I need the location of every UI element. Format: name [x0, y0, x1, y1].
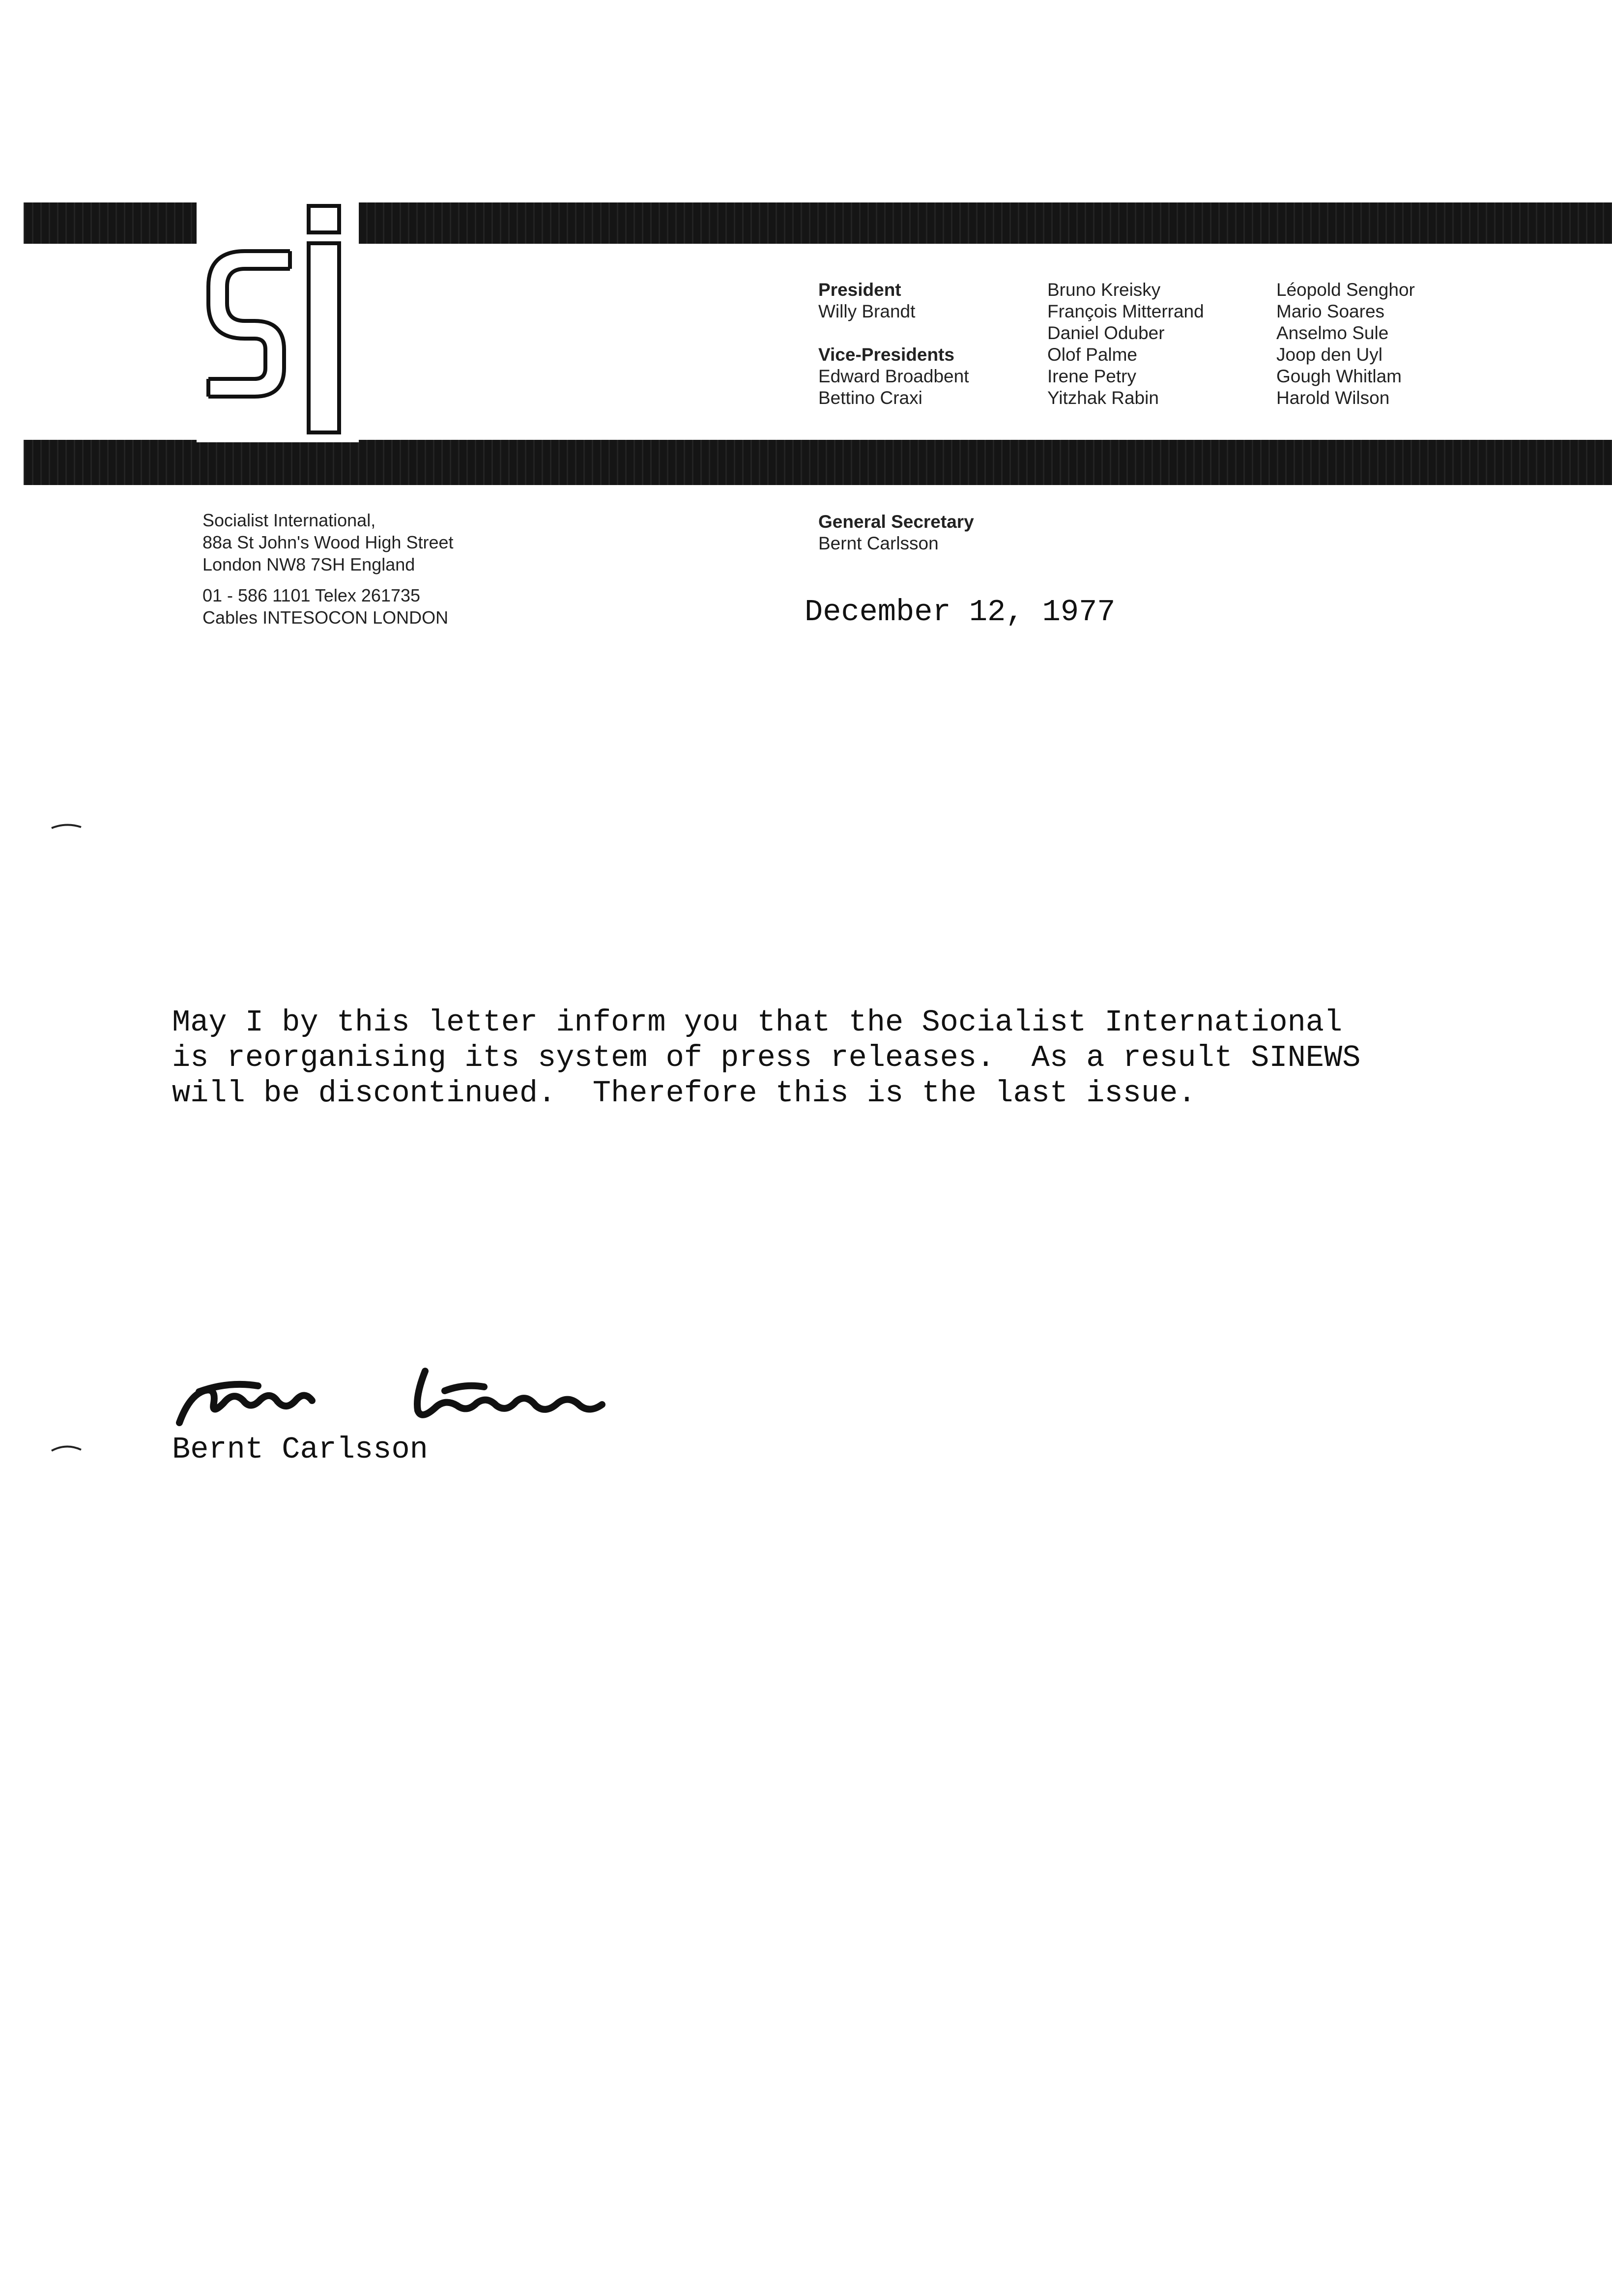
- phone-telex: 01 - 586 1101 Telex 261735: [202, 585, 421, 605]
- vice-president-name: Edward Broadbent: [818, 366, 969, 386]
- president-name: Willy Brandt: [818, 301, 916, 321]
- handwritten-signature: [170, 1356, 632, 1435]
- margin-mark: [49, 818, 84, 833]
- vice-president-name: Olof Palme: [1047, 344, 1138, 365]
- body-line: May I by this letter inform you that the Socialist International: [172, 1005, 1343, 1040]
- general-secretary-label: General Secretary: [818, 512, 974, 532]
- address-line: 88a St John's Wood High Street: [202, 532, 454, 552]
- vice-presidents-label: Vice-Presidents: [818, 344, 954, 365]
- address-line: Socialist International,: [202, 510, 376, 530]
- vice-president-name: Léopold Senghor: [1276, 280, 1415, 300]
- cables-address: Cables INTESOCON LONDON: [202, 607, 449, 628]
- vice-president-name: Irene Petry: [1047, 366, 1136, 386]
- organization-address: [202, 509, 454, 629]
- officers-column-2: [1047, 279, 1204, 409]
- officers-column-1: [818, 279, 969, 409]
- letterhead-bottom-bar: [24, 440, 1612, 485]
- address-line: London NW8 7SH England: [202, 554, 415, 574]
- body-line: is reorganising its system of press releases. As a result SINEWS: [172, 1040, 1361, 1075]
- si-logo: [197, 199, 359, 442]
- vice-president-name: Harold Wilson: [1276, 388, 1390, 408]
- vice-president-name: Bruno Kreisky: [1047, 280, 1161, 300]
- general-secretary-block: [818, 511, 974, 554]
- margin-mark: [49, 1440, 84, 1455]
- vice-president-name: Bettino Craxi: [818, 388, 922, 408]
- letter-date: December 12, 1977: [805, 595, 1116, 630]
- signer-name: Bernt Carlsson: [172, 1432, 428, 1467]
- vice-president-name: Gough Whitlam: [1276, 366, 1402, 386]
- vice-president-name: François Mitterrand: [1047, 301, 1204, 321]
- vice-president-name: Anselmo Sule: [1276, 323, 1389, 343]
- vice-president-name: Mario Soares: [1276, 301, 1385, 321]
- vice-president-name: Yitzhak Rabin: [1047, 388, 1159, 408]
- vice-president-name: Joop den Uyl: [1276, 344, 1382, 365]
- letter-body: [172, 1005, 1474, 1111]
- president-label: President: [818, 280, 901, 300]
- body-line: will be discontinued. Therefore this is the last issue.: [172, 1076, 1196, 1111]
- vice-president-name: Daniel Oduber: [1047, 323, 1165, 343]
- general-secretary-name: Bernt Carlsson: [818, 533, 939, 553]
- officers-column-3: [1276, 279, 1415, 409]
